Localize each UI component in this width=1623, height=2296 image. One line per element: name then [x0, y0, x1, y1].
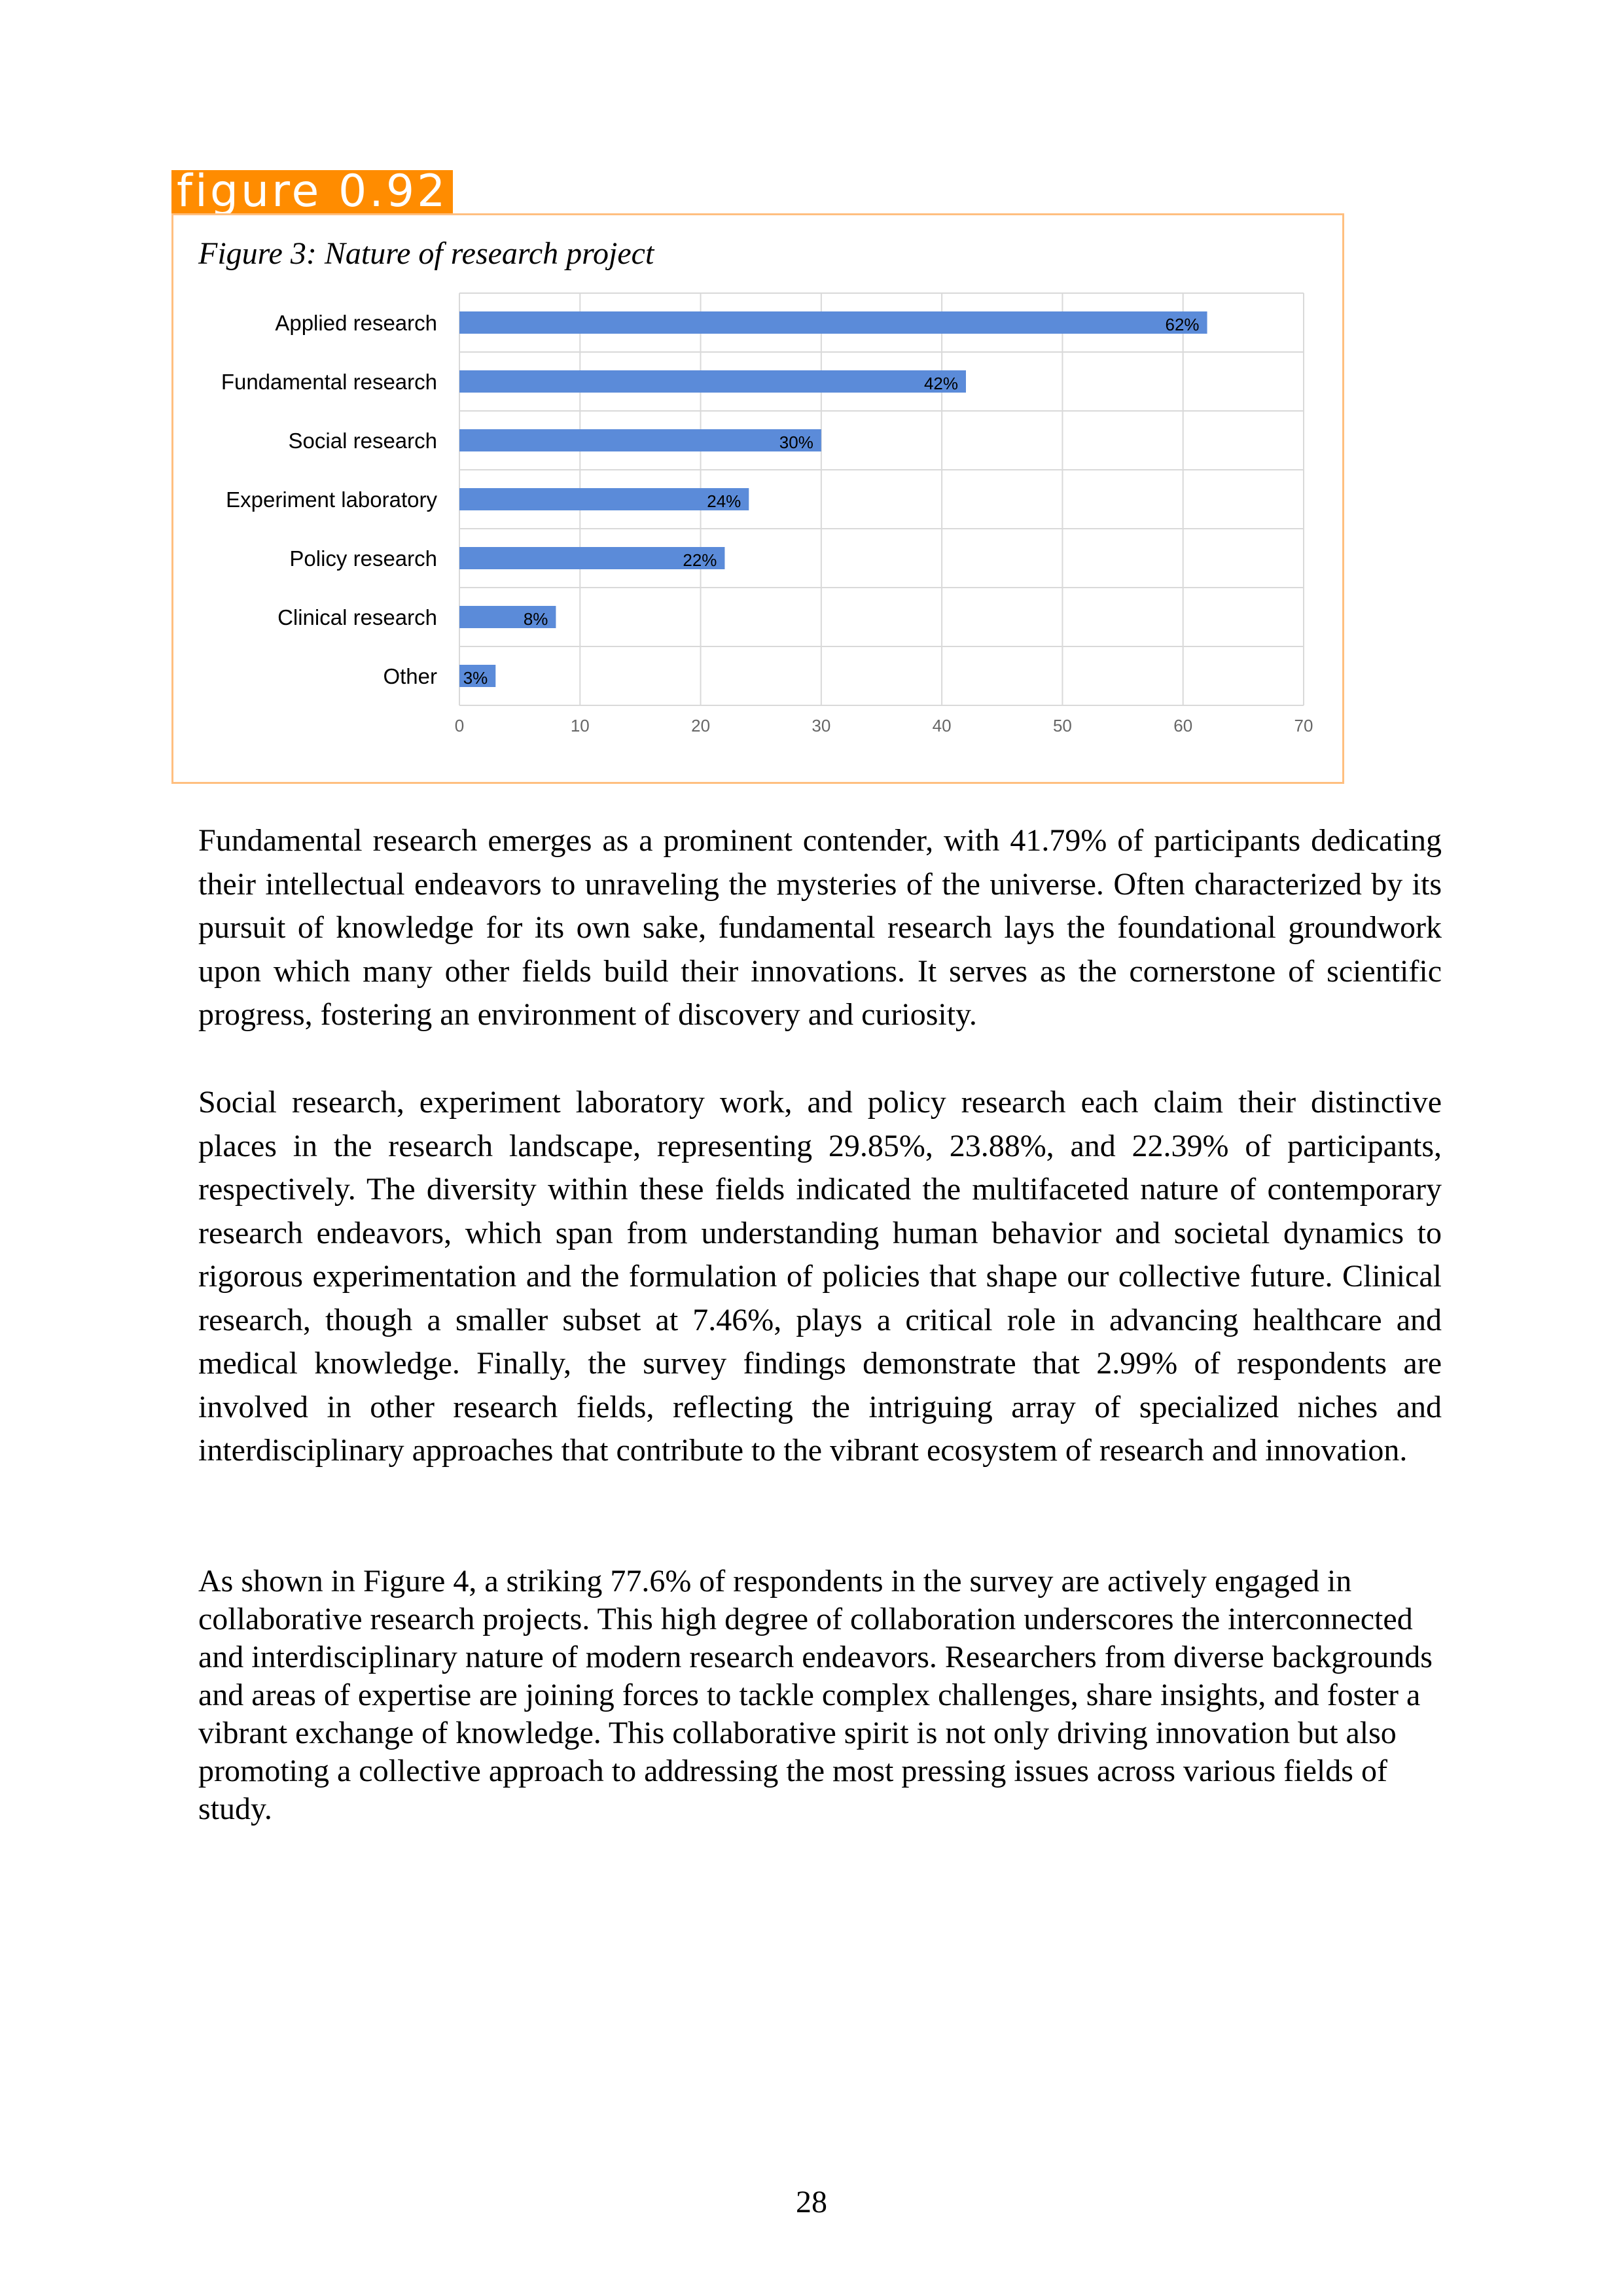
x-tick-label: 20	[691, 716, 711, 735]
data-label: 30%	[779, 433, 813, 452]
x-tick-label: 10	[570, 716, 590, 735]
bar	[459, 488, 749, 510]
x-tick-label: 70	[1294, 716, 1313, 735]
category-label: Fundamental research	[221, 370, 437, 394]
data-label: 24%	[707, 491, 741, 511]
data-label: 22%	[683, 550, 717, 570]
data-label: 62%	[1165, 315, 1200, 334]
category-label: Experiment laboratory	[226, 487, 437, 512]
bar	[459, 311, 1207, 334]
x-tick-label: 30	[812, 716, 831, 735]
chart-x-ticks	[455, 716, 1313, 735]
page-number: 28	[796, 2185, 827, 2219]
paragraph-2: Social research, experiment laboratory work, and policy research each claim their distinctive places in the research landscape, representing 29.85%, 23.88%, and 22.39% of participants, respectively. The diversity within these fields indicated the multifaceted nature of contemporary research endeavors, which span from understanding human behavior and societal dynamics to rigorous experimentation and the formulation of policies that shape our collective future. Clinical research, though a smaller subset at 7.46%, plays a critical role in advancing healthcare and medical knowledge. Finally, the survey findings demonstrate that 2.99% of respondents are involved in other research fields, reflecting the intriguing array of specialized niches and interdisciplinary approaches that contribute to the vibrant ecosystem of research and innovation.	[198, 1085, 1442, 1468]
detection-label: figure 0.92	[171, 170, 453, 213]
bar-chart	[190, 281, 1315, 766]
category-label: Applied research	[275, 311, 437, 335]
category-label: Social research	[288, 429, 437, 453]
x-tick-label: 60	[1173, 716, 1193, 735]
data-label: 42%	[923, 374, 958, 393]
x-tick-label: 0	[454, 716, 465, 735]
bar	[459, 370, 966, 393]
category-label: Policy research	[289, 546, 437, 571]
figure-caption: Figure 3: Nature of research project	[198, 236, 654, 271]
x-tick-label: 50	[1052, 716, 1072, 735]
chart-bars	[459, 311, 1207, 687]
category-label: Clinical research	[277, 605, 437, 629]
chart-category-labels	[221, 311, 438, 688]
category-label: Other	[383, 664, 437, 688]
paragraph-3: As shown in Figure 4, a striking 77.6% of respondents in the survey are actively engaged in collaborative research projects. This high degree of collaboration underscores the interconnected and interdisciplinary nature of modern research endeavors. Researchers from diverse backgrounds and areas of expertise are joining forces to tackle complex challenges, share insights, and foster a vibrant exchange of knowledge. This collaborative spirit is not only driving innovation but also promoting a collective approach to addressing the most pressing issues across various fields of study.	[198, 1564, 1433, 1826]
data-label: 8%	[523, 609, 548, 629]
bar	[459, 429, 821, 451]
data-label: 3%	[463, 668, 488, 688]
x-tick-label: 40	[932, 716, 952, 735]
paragraph-1: Fundamental research emerges as a prominent contender, with 41.79% of participants dedicating their intellectual endeavors to unraveling the mysteries of the universe. Often characterized by its pursuit of knowledge for its own sake, fundamental research lays the foundational groundwork upon which many other fields build their innovations. It serves as the cornerstone of scientific progress, fostering an environment of discovery and curiosity.	[198, 823, 1442, 1032]
